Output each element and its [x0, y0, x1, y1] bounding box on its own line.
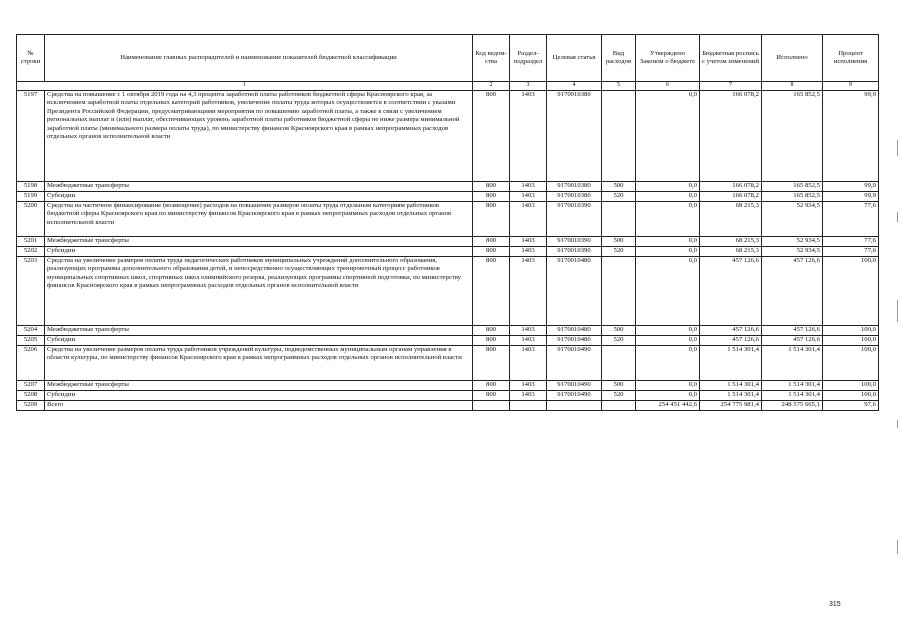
expense-type-code: 500: [602, 326, 636, 336]
department-code: 800: [473, 237, 510, 247]
expense-type-code: 520: [602, 247, 636, 257]
header-target-item: Целевая статья: [547, 35, 602, 82]
row-number: 5205: [17, 336, 45, 346]
approved-amount: 0,0: [636, 346, 700, 381]
budget-schedule-amount: 1 514 301,4: [700, 381, 762, 391]
budget-schedule-amount: 166 078,2: [700, 91, 762, 182]
execution-percent: 100,0: [823, 326, 879, 336]
budget-schedule-amount: 457 126,6: [700, 257, 762, 326]
department-code: 800: [473, 257, 510, 326]
expense-type-code: 500: [602, 182, 636, 192]
row-number: 5202: [17, 247, 45, 257]
header-row-number: № строки: [17, 35, 45, 82]
expense-type-code: [602, 202, 636, 237]
target-item-code: 9170010490: [547, 346, 602, 381]
expense-type-code: 500: [602, 237, 636, 247]
table-row: [17, 257, 879, 326]
expense-type-code: [602, 346, 636, 381]
budget-schedule-amount: 254 775 981,4: [700, 401, 762, 411]
section-code: 1403: [510, 346, 547, 381]
budget-execution-table: [16, 34, 879, 411]
execution-percent: 99,9: [823, 182, 879, 192]
table-row: [17, 237, 879, 247]
department-code: 800: [473, 192, 510, 202]
row-name: Субсидии: [45, 391, 473, 401]
row-name: Межбюджетные трансферты: [45, 381, 473, 391]
approved-amount: 0,0: [636, 247, 700, 257]
execution-percent: 100,0: [823, 336, 879, 346]
department-code: [473, 401, 510, 411]
table-body: [17, 91, 879, 411]
target-item-code: [547, 401, 602, 411]
executed-amount: 165 852,5: [762, 182, 823, 192]
executed-amount: 457 126,6: [762, 326, 823, 336]
section-code: [510, 401, 547, 411]
department-code: 800: [473, 91, 510, 182]
header-department-code: Код ведом-ства: [473, 35, 510, 82]
target-item-code: 9170010390: [547, 237, 602, 247]
row-name: Межбюджетные трансферты: [45, 182, 473, 192]
section-code: 1403: [510, 326, 547, 336]
column-number: 5: [602, 82, 636, 91]
approved-amount: 0,0: [636, 91, 700, 182]
budget-schedule-amount: 457 126,6: [700, 336, 762, 346]
executed-amount: 1 514 301,4: [762, 346, 823, 381]
execution-percent: 100,0: [823, 346, 879, 381]
row-number: 5203: [17, 257, 45, 326]
execution-percent: 100,0: [823, 391, 879, 401]
expense-type-code: [602, 257, 636, 326]
table-row: [17, 346, 879, 381]
target-item-code: 9170010380: [547, 91, 602, 182]
header-expense-type: Вид расходов: [602, 35, 636, 82]
budget-schedule-amount: 1 514 301,4: [700, 346, 762, 381]
department-code: 800: [473, 247, 510, 257]
department-code: 800: [473, 336, 510, 346]
budget-schedule-amount: 166 078,2: [700, 192, 762, 202]
section-code: 1403: [510, 336, 547, 346]
executed-amount: 1 514 301,4: [762, 391, 823, 401]
budget-schedule-amount: 68 215,3: [700, 237, 762, 247]
executed-amount: 248 575 665,1: [762, 401, 823, 411]
row-number: 5201: [17, 237, 45, 247]
approved-amount: 0,0: [636, 202, 700, 237]
approved-amount: 0,0: [636, 257, 700, 326]
executed-amount: 457 126,6: [762, 336, 823, 346]
total-row: [17, 401, 879, 411]
column-number: 6: [636, 82, 700, 91]
expense-type-code: 520: [602, 391, 636, 401]
column-number: 3: [510, 82, 547, 91]
target-item-code: 9170010390: [547, 202, 602, 237]
execution-percent: 99,9: [823, 192, 879, 202]
header-section: Раздел-подраздел: [510, 35, 547, 82]
section-code: 1403: [510, 192, 547, 202]
target-item-code: 9170010390: [547, 247, 602, 257]
budget-schedule-amount: 457 126,6: [700, 326, 762, 336]
expense-type-code: [602, 91, 636, 182]
column-number: 2: [473, 82, 510, 91]
column-number: 9: [823, 82, 879, 91]
approved-amount: 0,0: [636, 336, 700, 346]
execution-percent: 97,6: [823, 401, 879, 411]
header-name: Наименование главных распорядителей и наименование показателей бюджетной классификации: [45, 35, 473, 82]
department-code: 800: [473, 391, 510, 401]
row-number: 5199: [17, 192, 45, 202]
row-number: 5208: [17, 391, 45, 401]
approved-amount: 254 451 442,6: [636, 401, 700, 411]
table-header-row: [17, 35, 879, 82]
expense-type-code: 520: [602, 192, 636, 202]
department-code: 800: [473, 346, 510, 381]
row-name: Субсидии: [45, 247, 473, 257]
column-number: 8: [762, 82, 823, 91]
executed-amount: 457 126,6: [762, 257, 823, 326]
row-name: Субсидии: [45, 192, 473, 202]
section-code: 1403: [510, 391, 547, 401]
column-number: 4: [547, 82, 602, 91]
budget-schedule-amount: 68 215,3: [700, 202, 762, 237]
table-row: [17, 391, 879, 401]
table-row: [17, 91, 879, 182]
row-name: Субсидии: [45, 336, 473, 346]
column-number: 7: [700, 82, 762, 91]
table-row: [17, 381, 879, 391]
target-item-code: 9170010480: [547, 326, 602, 336]
row-number: 5200: [17, 202, 45, 237]
header-approved: Утверждено Законом о бюджете: [636, 35, 700, 82]
expense-type-code: 500: [602, 381, 636, 391]
table-row: [17, 336, 879, 346]
execution-percent: 77,6: [823, 202, 879, 237]
expense-type-code: [602, 401, 636, 411]
table-row: [17, 202, 879, 237]
department-code: 800: [473, 202, 510, 237]
executed-amount: 165 852,5: [762, 91, 823, 182]
row-name: Средства на увеличение размеров оплаты труда работников учреждений культуры, подведомственных муниципальным органам управления в области культуры, по министерству финансов Красноярского края в рамках непрограммных расходов отдельных органов исполнительной власти: [45, 346, 473, 381]
header-percent: Процент исполнения: [823, 35, 879, 82]
execution-percent: 77,6: [823, 237, 879, 247]
row-name: Межбюджетные трансферты: [45, 326, 473, 336]
row-name: Средства на увеличение размеров оплаты труда педагогических работников муниципальных учреждений дополнительного образования, реализующих программы дополнительного образования детей, и непосредственно осуществляющих тренировочный процесс работников муниципальных спортивных школ, спортивных школ олимпийского резерва, реализующих программы спортивной подготовки, по министерству финансов Красноярского края в рамках непрограммных расходов отдельных органов исполнительной власти: [45, 257, 473, 326]
department-code: 800: [473, 182, 510, 192]
target-item-code: 9170010490: [547, 381, 602, 391]
row-name: Средства на повышение с 1 октября 2019 года на 4,3 процента заработной платы работников бюджетной сферы Красноярского края, за исключением заработной платы отдельных категорий работников, увеличение оплаты труда которых осуществляется в соответствии с указами Президента Российской Федерации, предусматривающими мероприятия по повышению заработной платы, а также в связи с увеличением региональных выплат и (или) выплат, обеспечивающих уровень заработной платы работников бюджетной сферы не ниже размера минимальной заработной платы (минимального размера оплаты труда), по министерству финансов Красноярского края в рамках непрограммных расходов отдельных органов исполнительной власти: [45, 91, 473, 182]
section-code: 1403: [510, 381, 547, 391]
approved-amount: 0,0: [636, 192, 700, 202]
approved-amount: 0,0: [636, 182, 700, 192]
row-name: Средства на частичное финансирование (возмещение) расходов на повышение размеров оплаты труда отдельным категориям работников бюджетной сферы Красноярского края по министерству финансов Красноярского края в рамках непрограммных расходов отдельных органов исполнительной власти: [45, 202, 473, 237]
executed-amount: 52 934,5: [762, 247, 823, 257]
row-number: 5197: [17, 91, 45, 182]
target-item-code: 9170010380: [547, 192, 602, 202]
section-code: 1403: [510, 257, 547, 326]
section-code: 1403: [510, 202, 547, 237]
approved-amount: 0,0: [636, 381, 700, 391]
table-row: [17, 326, 879, 336]
column-number: 1: [17, 82, 473, 91]
execution-percent: 100,0: [823, 257, 879, 326]
table-row: [17, 182, 879, 192]
execution-percent: 77,6: [823, 247, 879, 257]
execution-percent: 100,0: [823, 381, 879, 391]
header-executed: Исполнено: [762, 35, 823, 82]
section-code: 1403: [510, 91, 547, 182]
row-name: Межбюджетные трансферты: [45, 237, 473, 247]
approved-amount: 0,0: [636, 326, 700, 336]
department-code: 800: [473, 326, 510, 336]
row-number: 5204: [17, 326, 45, 336]
budget-schedule-amount: 1 514 301,4: [700, 391, 762, 401]
row-number: 5207: [17, 381, 45, 391]
executed-amount: 52 934,5: [762, 202, 823, 237]
executed-amount: 52 934,5: [762, 237, 823, 247]
executed-amount: 1 514 301,4: [762, 381, 823, 391]
approved-amount: 0,0: [636, 237, 700, 247]
column-number-row: [17, 82, 879, 91]
row-number: 5198: [17, 182, 45, 192]
executed-amount: 165 852,5: [762, 192, 823, 202]
section-code: 1403: [510, 182, 547, 192]
section-code: 1403: [510, 237, 547, 247]
approved-amount: 0,0: [636, 391, 700, 401]
target-item-code: 9170010380: [547, 182, 602, 192]
target-item-code: 9170010480: [547, 336, 602, 346]
row-number: 5206: [17, 346, 45, 381]
target-item-code: 9170010490: [547, 391, 602, 401]
header-budget-schedule: Бюджетная роспись с учетом изменений: [700, 35, 762, 82]
budget-schedule-amount: 166 078,2: [700, 182, 762, 192]
row-name: Всего: [45, 401, 473, 411]
table-row: [17, 247, 879, 257]
expense-type-code: 520: [602, 336, 636, 346]
department-code: 800: [473, 381, 510, 391]
execution-percent: 99,9: [823, 91, 879, 182]
budget-schedule-amount: 68 215,3: [700, 247, 762, 257]
page-number: 315: [829, 601, 841, 608]
section-code: 1403: [510, 247, 547, 257]
row-number: 5209: [17, 401, 45, 411]
scan-edge-marks: [897, 0, 899, 640]
target-item-code: 9170010480: [547, 257, 602, 326]
table-row: [17, 192, 879, 202]
